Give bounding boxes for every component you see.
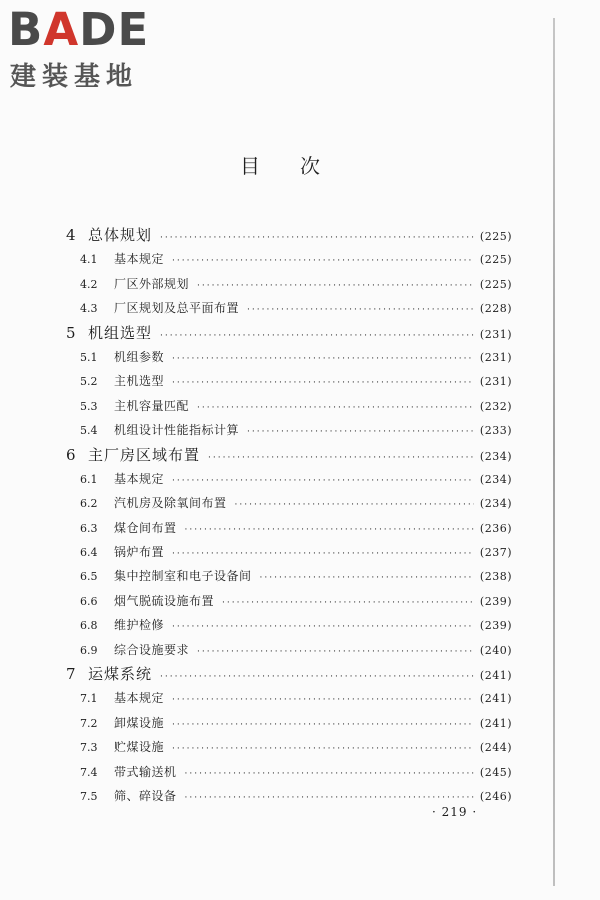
toc-entry-page: (225) [479, 230, 512, 243]
toc-dot-leader [172, 713, 474, 737]
toc-entry-page: (240) [479, 643, 512, 657]
toc-dot-leader [172, 347, 474, 371]
toc-dot-leader [172, 469, 474, 493]
toc-dot-leader [185, 762, 474, 786]
toc-section-entry [66, 735, 512, 759]
toc-dot-leader [172, 615, 474, 639]
toc-dot-leader [260, 566, 474, 590]
logo-subtitle: 建装基地 [10, 62, 139, 92]
toc-dot-leader [160, 324, 474, 348]
toc-entry-page: (231) [479, 375, 512, 389]
toc-entry-label: 厂区规划及总平面布置 [114, 301, 240, 316]
logo-mark [8, 3, 150, 56]
toc-entry-label: 机组选型 [88, 323, 153, 342]
toc-section-entry [66, 638, 512, 662]
toc-dot-leader [172, 737, 474, 761]
toc-section-entry [66, 272, 512, 296]
toc-entry-number: 7.1 [80, 692, 98, 706]
toc-entry-number: 5 [66, 323, 76, 342]
toc-entry-label: 卸煤设施 [114, 715, 165, 730]
toc-entry-page: (234) [479, 472, 512, 486]
page-title: 目次 [240, 154, 360, 178]
toc-entry-number: 6.2 [80, 497, 98, 511]
toc-entry-label: 主机容量匹配 [114, 398, 190, 413]
toc-entry-label: 厂区外部规划 [114, 276, 190, 291]
toc-dot-leader [172, 542, 474, 566]
toc-entry-number: 7.4 [80, 765, 98, 779]
toc-entry-label: 锅炉布置 [114, 545, 165, 560]
toc-entry-label: 机组设计性能指标计算 [114, 423, 240, 438]
toc-entry-page: (241) [479, 669, 512, 683]
toc-entry-number: 6.1 [80, 472, 98, 486]
toc-dot-leader [172, 249, 474, 273]
table-of-contents [66, 223, 512, 808]
toc-section-entry [66, 613, 512, 637]
toc-entry-number: 7.5 [80, 789, 98, 803]
toc-section-entry [66, 394, 512, 418]
toc-entry-page: (241) [479, 716, 512, 730]
toc-entry-page: (239) [479, 619, 512, 633]
toc-entry-label: 带式输送机 [114, 764, 177, 779]
toc-entry-label: 基本规定 [114, 252, 165, 267]
toc-section-entry [66, 296, 512, 320]
toc-chapter-entry [66, 443, 512, 467]
toc-entry-number: 4.3 [80, 302, 98, 316]
toc-entry-number: 7.3 [80, 741, 98, 755]
toc-entry-page: (228) [479, 302, 512, 316]
toc-entry-page: (244) [479, 741, 512, 755]
toc-entry-label: 筛、碎设备 [114, 788, 177, 803]
toc-chapter-entry [66, 662, 512, 686]
toc-entry-page: (241) [479, 692, 512, 706]
toc-entry-number: 6.4 [80, 546, 98, 560]
toc-dot-leader [172, 371, 474, 395]
toc-entry-label: 汽机房及除氧间布置 [114, 496, 227, 511]
toc-entry-number: 5.2 [80, 375, 98, 389]
toc-entry-page: (239) [479, 594, 512, 608]
logo-mark-pre: B [8, 3, 44, 56]
toc-entry-label: 主机选型 [114, 374, 165, 389]
toc-entry-page: (231) [479, 350, 512, 364]
toc-section-entry [66, 564, 512, 588]
toc-entry-label: 总体规划 [88, 226, 153, 244]
toc-section-entry [66, 345, 512, 369]
toc-entry-label: 烟气脱硫设施布置 [114, 593, 215, 608]
toc-section-entry [66, 540, 512, 564]
toc-entry-number: 4 [66, 226, 76, 244]
toc-chapter-entry [66, 223, 512, 247]
toc-section-entry [66, 760, 512, 784]
toc-entry-number: 7 [66, 665, 76, 684]
page-number: · 219 · [432, 805, 478, 819]
toc-entry-page: (233) [479, 424, 512, 438]
toc-dot-leader [222, 591, 474, 615]
toc-entry-number: 6.5 [80, 570, 98, 584]
toc-dot-leader [247, 298, 474, 322]
toc-entry-number: 7.2 [80, 716, 98, 730]
toc-section-entry [66, 686, 512, 710]
toc-entry-label: 维护检修 [114, 618, 165, 633]
toc-section-entry [66, 589, 512, 613]
watermark-logo [8, 4, 178, 94]
toc-dot-leader [185, 518, 474, 542]
toc-entry-label: 综合设施要求 [114, 642, 190, 657]
toc-entry-page: (246) [479, 789, 512, 803]
toc-section-entry [66, 711, 512, 735]
toc-dot-leader [160, 665, 474, 689]
toc-entry-page: (236) [479, 521, 512, 535]
toc-entry-number: 6.6 [80, 594, 98, 608]
toc-entry-label: 贮煤设施 [114, 740, 165, 755]
toc-section-entry [66, 516, 512, 540]
toc-entry-page: (225) [479, 277, 512, 291]
toc-dot-leader [197, 396, 474, 420]
toc-entry-label: 主厂房区域布置 [88, 445, 201, 464]
toc-entry-page: (234) [479, 449, 512, 463]
toc-dot-leader [247, 420, 474, 444]
toc-entry-label: 煤仓间布置 [114, 520, 177, 535]
toc-section-entry [66, 247, 512, 271]
toc-entry-number: 4.1 [80, 253, 98, 267]
toc-dot-leader [235, 493, 474, 517]
toc-entry-page: (238) [479, 570, 512, 584]
toc-entry-number: 6.8 [80, 619, 98, 633]
toc-entry-number: 6.3 [80, 521, 98, 535]
toc-dot-leader [197, 640, 474, 664]
toc-entry-page: (237) [479, 546, 512, 560]
toc-dot-leader [197, 274, 474, 298]
toc-section-entry [66, 369, 512, 393]
toc-entry-page: (225) [479, 253, 512, 267]
toc-entry-label: 基本规定 [114, 691, 165, 706]
toc-entry-label: 机组参数 [114, 349, 165, 364]
page-edge-line [553, 18, 555, 886]
toc-dot-leader [172, 688, 474, 712]
toc-entry-page: (234) [479, 497, 512, 511]
toc-entry-label: 运煤系统 [88, 665, 153, 684]
toc-entry-page: (245) [479, 765, 512, 779]
toc-entry-page: (231) [479, 327, 512, 341]
toc-entry-label: 基本规定 [114, 471, 165, 486]
toc-entry-page: (232) [479, 399, 512, 413]
toc-entry-number: 5.3 [80, 399, 98, 413]
toc-entry-number: 6 [66, 445, 76, 464]
toc-dot-leader [185, 786, 474, 810]
logo-mark-accent: A [43, 3, 80, 56]
toc-entry-number: 4.2 [80, 277, 98, 291]
toc-entry-number: 5.4 [80, 424, 98, 438]
toc-chapter-entry [66, 321, 512, 345]
toc-section-entry [66, 418, 512, 442]
toc-section-entry [66, 467, 512, 491]
toc-section-entry [66, 491, 512, 515]
toc-dot-leader [208, 446, 474, 470]
toc-dot-leader [160, 226, 474, 250]
toc-entry-number: 6.9 [80, 643, 98, 657]
logo-mark-post: DE [79, 3, 150, 56]
toc-entry-number: 5.1 [80, 350, 98, 364]
toc-entry-label: 集中控制室和电子设备间 [114, 569, 252, 584]
